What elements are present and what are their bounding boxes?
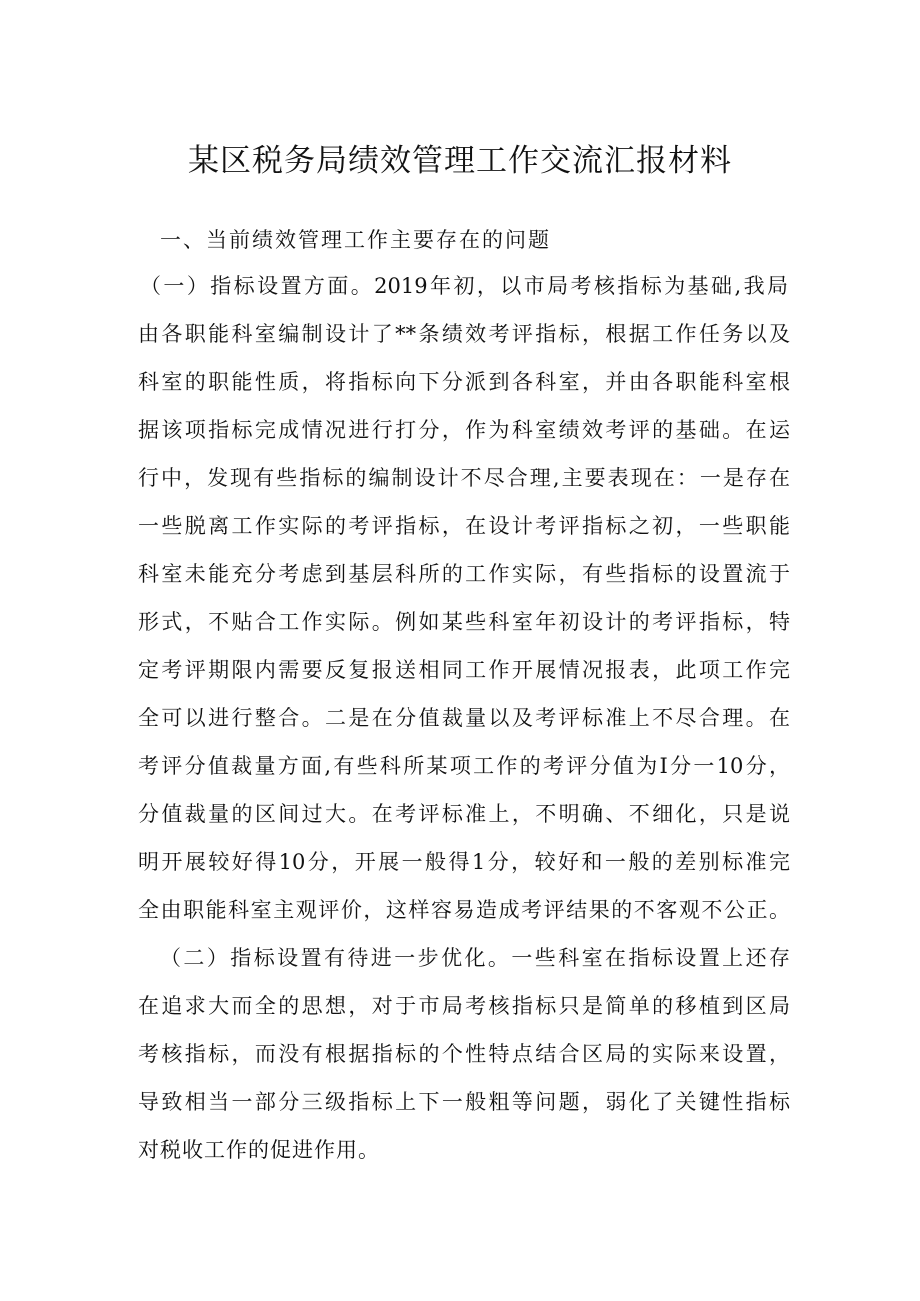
paragraph-line: 形式，不贴合工作实际。例如某些科室年初设计的考评指标，特 [138,610,790,634]
paragraph-line: 对税收工作的促进作用。 [138,1138,380,1162]
paragraph-line: 考核指标，而没有根据指标的个性特点结合区局的实际来设置， [138,1042,790,1066]
paragraph-line: 据该项指标完成情况进行打分，作为科室绩效考评的基础。在运 [138,418,790,442]
paragraph-line: 由各职能科室编制设计了**条绩效考评指标，根据工作任务以及 [138,322,790,346]
paragraph-line: （一）指标设置方面。2019年初，以市局考核指标为基础,我局 [140,274,788,298]
paragraph-line: 科室的职能性质，将指标向下分派到各科室，并由各职能科室根 [138,370,790,394]
paragraph-line: 导致相当一部分三级指标上下一般粗等问题，弱化了关键性指标 [138,1090,790,1114]
document-title: 某区税务局绩效管理工作交流汇报材料 [188,143,732,179]
paragraph-line: 在追求大而全的思想，对于市局考核指标只是简单的移植到区局 [138,994,790,1018]
paragraph-line: 考评分值裁量方面,有些科所某项工作的考评分值为I分一10分， [138,754,790,778]
paragraph-line: 一些脱离工作实际的考评指标，在设计考评指标之初，一些职能 [138,514,790,538]
paragraph-line: 行中，发现有些指标的编制设计不尽合理,主要表现在：一是存在 [138,466,790,490]
paragraph-line: 明开展较好得10分，开展一般得1分，较好和一般的差别标准完 [138,850,790,874]
paragraph-line: 科室未能充分考虑到基层科所的工作实际，有些指标的设置流于 [138,562,790,586]
paragraph-line: 全可以进行整合。二是在分值裁量以及考评标准上不尽合理。在 [138,706,790,730]
paragraph-line: 全由职能科室主观评价，这样容易造成考评结果的不客观不公正。 [138,898,790,922]
paragraph-line: 分值裁量的区间过大。在考评标准上，不明确、不细化，只是说 [138,802,790,826]
section-heading: 一、当前绩效管理工作主要存在的问题 [160,228,551,252]
paragraph-line: （二）指标设置有待进一步优化。一些科室在指标设置上还存 [160,946,790,970]
paragraph-line: 定考评期限内需要反复报送相同工作开展情况报表，此项工作完 [138,658,790,682]
